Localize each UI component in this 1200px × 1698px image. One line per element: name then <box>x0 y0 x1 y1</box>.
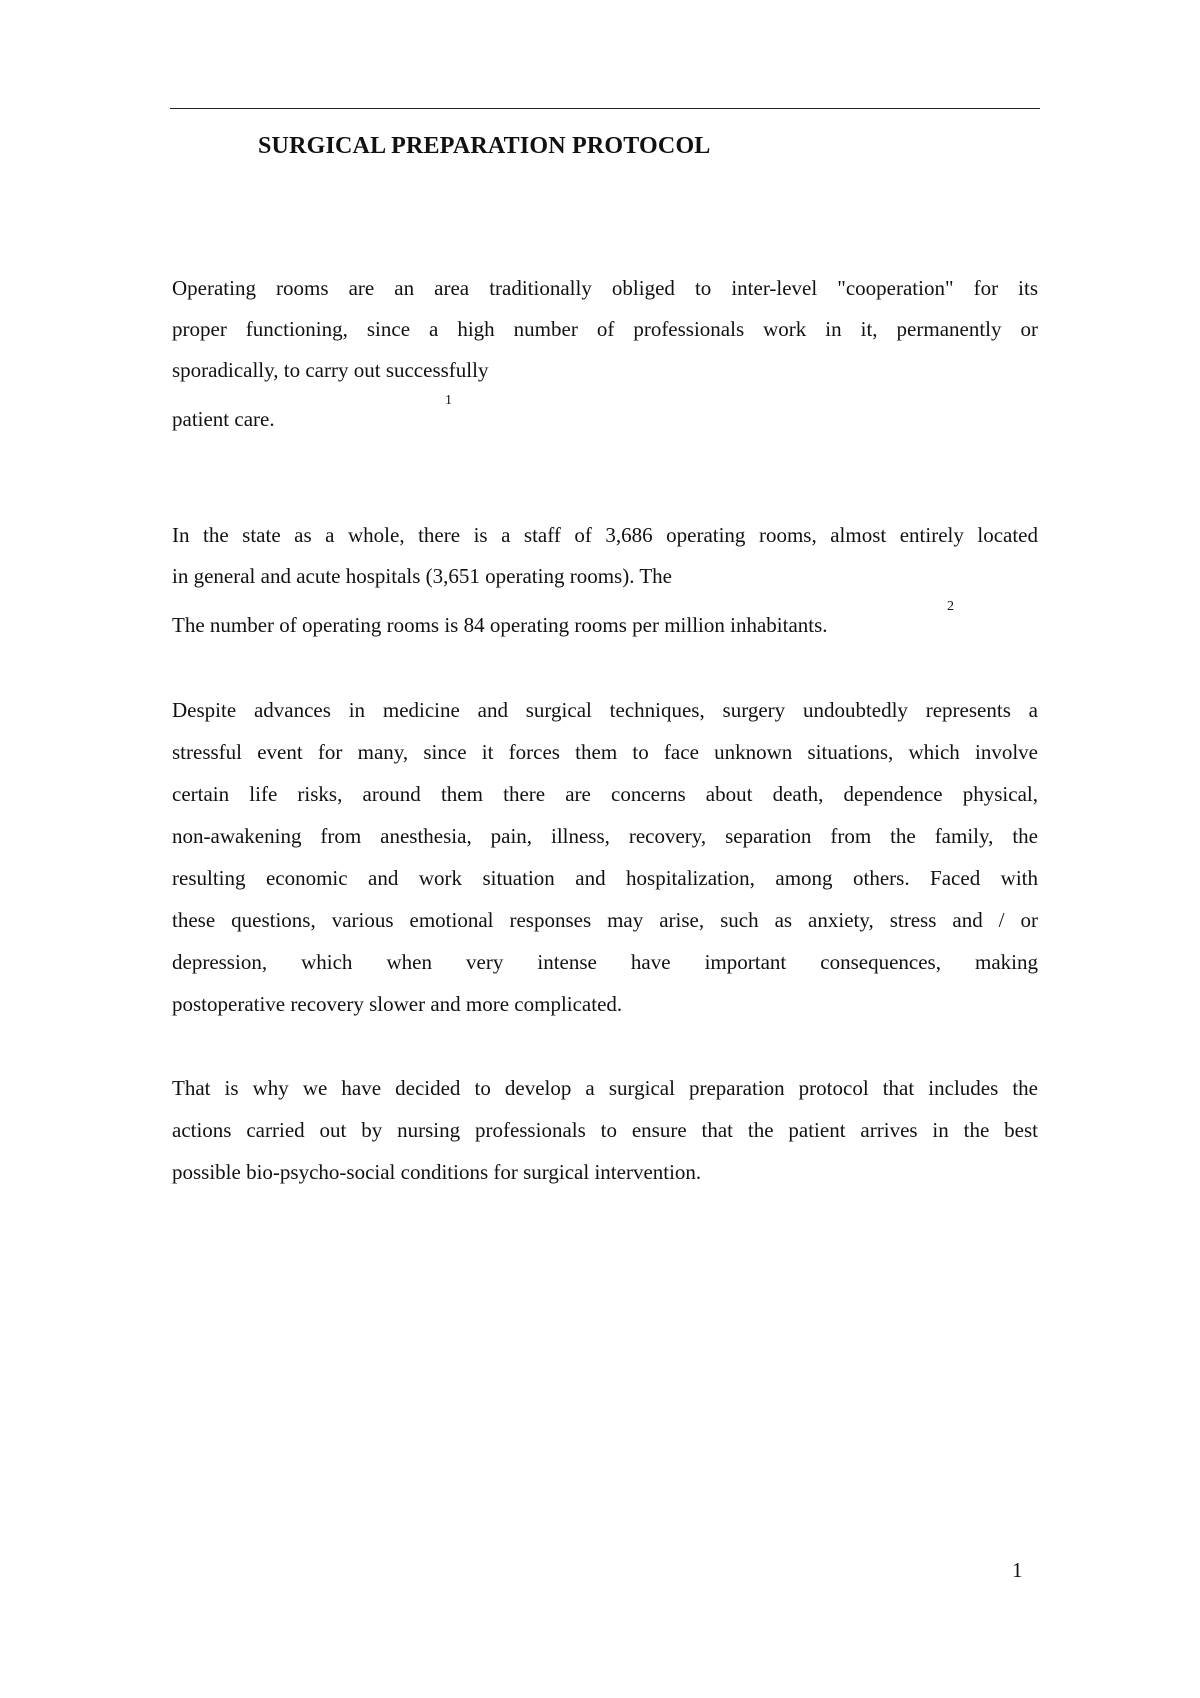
paragraph-4-line-1: That is why we have decided to develop a surgical preparation protocol that includes the <box>172 1076 1038 1100</box>
paragraph-3-line-1: Despite advances in medicine and surgical techniques, surgery undoubtedly represents a <box>172 698 1038 722</box>
paragraph-4-line-2: actions carried out by nursing professionals to ensure that the patient arrives in the best <box>172 1118 1038 1142</box>
paragraph-3-line-5: resulting economic and work situation and hospitalization, among others. Faced with <box>172 866 1038 890</box>
paragraph-1-line-2: proper functioning, since a high number of professionals work in it, permanently or <box>172 317 1038 341</box>
paragraph-4-line-3: possible bio-psycho-social conditions for surgical intervention. <box>172 1160 702 1184</box>
paragraph-1-line-1: Operating rooms are an area traditionally obliged to inter-level "cooperation" for its <box>172 276 1038 300</box>
document-title: SURGICAL PREPARATION PROTOCOL <box>258 133 711 159</box>
paragraph-3-line-7: depression, which when very intense have important consequences, making <box>172 950 1038 974</box>
paragraph-1-line-3: sporadically, to carry out successfully <box>172 358 489 382</box>
paragraph-3-line-8: postoperative recovery slower and more complicated. <box>172 992 623 1016</box>
paragraph-2-line-2: in general and acute hospitals (3,651 operating rooms). The <box>172 564 672 588</box>
page-number: 1 <box>1012 1558 1023 1582</box>
paragraph-3-line-2: stressful event for many, since it forces them to face unknown situations, which involve <box>172 740 1038 764</box>
paragraph-1-line-4: patient care. <box>172 407 275 431</box>
paragraph-2-line-1: In the state as a whole, there is a staff of 3,686 operating rooms, almost entirely located <box>172 523 1038 547</box>
paragraph-3-line-4: non-awakening from anesthesia, pain, illness, recovery, separation from the family, the <box>172 824 1038 848</box>
footnote-ref-1: 1 <box>445 393 452 408</box>
header-rule <box>170 108 1040 109</box>
paragraph-3-line-6: these questions, various emotional responses may arise, such as anxiety, stress and / or <box>172 908 1038 932</box>
footnote-ref-2: 2 <box>947 599 954 614</box>
paragraph-3-line-3: certain life risks, around them there are concerns about death, dependence physical, <box>172 782 1038 806</box>
paragraph-2-line-3: The number of operating rooms is 84 operating rooms per million inhabitants. <box>172 613 828 637</box>
